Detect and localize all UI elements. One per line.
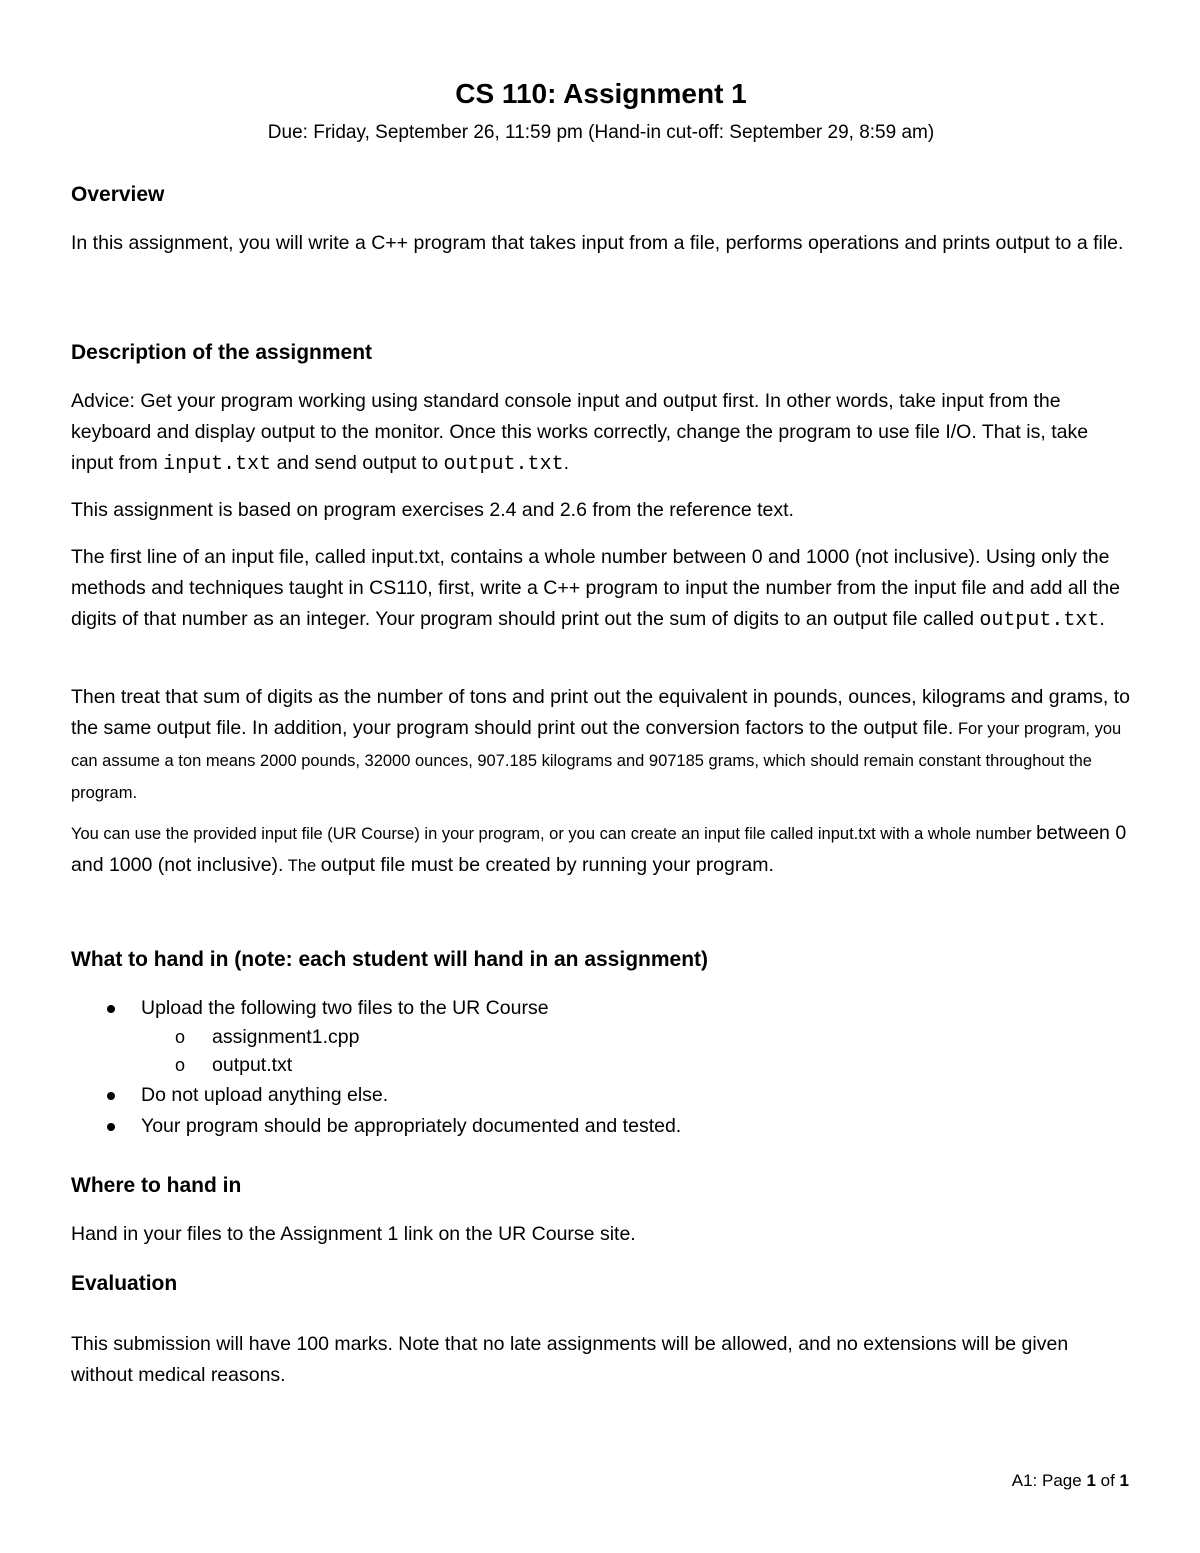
file-item xyxy=(141,1051,681,1079)
provided-text-4: output file must be created by running your program. xyxy=(320,854,774,876)
bullet-icon xyxy=(107,1123,115,1131)
page-footer xyxy=(1012,1468,1129,1494)
list-item xyxy=(71,994,681,1079)
circle-bullet-icon: o xyxy=(175,1027,186,1047)
where-text: Hand in your files to the Assignment 1 link on the UR Course site. xyxy=(71,1223,636,1245)
advice-paragraph xyxy=(71,386,1131,480)
evaluation-heading: Evaluation xyxy=(71,1272,178,1295)
input-file-code: input.txt xyxy=(163,453,272,476)
first-line-paragraph xyxy=(71,542,1131,636)
footer-page-number: 1 xyxy=(1086,1471,1096,1490)
provided-text-1: You can use the provided input file (UR Course) in your program, or you can create an input file called input.txt with a whole number xyxy=(71,825,1037,843)
circle-bullet-icon: o xyxy=(175,1055,186,1075)
bullet-icon xyxy=(107,1005,115,1013)
evaluation-text: This submission will have 100 marks. Note that no late assignments will be allowed, and no extensions will be given without medical reasons. xyxy=(71,1333,1069,1386)
page-title: CS 110: Assignment 1 xyxy=(455,78,747,109)
provided-paragraph xyxy=(71,818,1131,882)
hand-in-heading: What to hand in (note: each student will hand in an assignment) xyxy=(71,948,709,971)
upload-text: Upload the following two files to the UR Course xyxy=(141,997,549,1019)
file-name: assignment1.cpp xyxy=(212,1026,360,1048)
advice-text-2: and send output to xyxy=(271,452,444,474)
overview-text: In this assignment, you will write a C++ program that takes input from a file, performs operations and prints output to a file. xyxy=(71,232,1124,254)
advice-text-3: . xyxy=(563,452,569,474)
due-date: Due: Friday, September 26, 11:59 pm (Hand-in cut-off: September 29, 8:59 am) xyxy=(267,122,935,143)
bullet-icon xyxy=(107,1092,115,1100)
tons-text-1: Then treat that sum of digits as the number of tons and print out the equivalent in pounds, ounces, kilograms and grams, to the same output file. In addition, your program should print out the conversion factors to the output file. xyxy=(71,686,1131,739)
tons-text-2: For your program, you can assume a ton means 2000 pounds, 32000 ounces, 907.185 kilograms and 907185 grams, which should remain constant throughout the program. xyxy=(71,720,1122,802)
overview-heading: Overview xyxy=(71,183,165,206)
provided-text-2: between 0 and 1000 (not inclusive). xyxy=(71,822,1127,876)
description-heading: Description of the assignment xyxy=(71,341,373,364)
footer-prefix: A1: Page xyxy=(1011,1471,1087,1490)
first-line-text-2: . xyxy=(1099,608,1105,630)
file-name: output.txt xyxy=(212,1054,293,1076)
file-item xyxy=(141,1023,681,1051)
tons-paragraph xyxy=(71,682,1131,809)
provided-text-3: The xyxy=(283,857,321,875)
hand-in-list xyxy=(71,994,681,1141)
advice-text-1: Advice: Get your program working using standard console input and output first. In other words, take input from the keyboard and display output to the monitor. Once this works correctly, change the program to use file I/O. That is, take input from xyxy=(71,390,1089,474)
list-item xyxy=(71,1112,681,1141)
documented-text: Your program should be appropriately documented and tested. xyxy=(141,1115,682,1137)
list-item xyxy=(71,1081,681,1110)
footer-of: of xyxy=(1095,1471,1120,1490)
footer-page-total: 1 xyxy=(1119,1471,1129,1490)
first-line-output-code: output.txt xyxy=(979,609,1100,632)
output-file-code: output.txt xyxy=(443,453,564,476)
where-heading: Where to hand in xyxy=(71,1174,242,1197)
file-list xyxy=(141,1023,681,1079)
no-else-text: Do not upload anything else. xyxy=(141,1084,389,1106)
first-line-text-1: The first line of an input file, called input.txt, contains a whole number between 0 and 1000 (not inclusive). Using only the methods and techniques taught in CS110, first, write a C++ program to input the number from the input file and add all the digits of that number as an integer. Your program should print out the sum of digits to an output file called xyxy=(71,546,1120,630)
based-on-paragraph: This assignment is based on program exercises 2.4 and 2.6 from the reference text. xyxy=(71,499,794,521)
